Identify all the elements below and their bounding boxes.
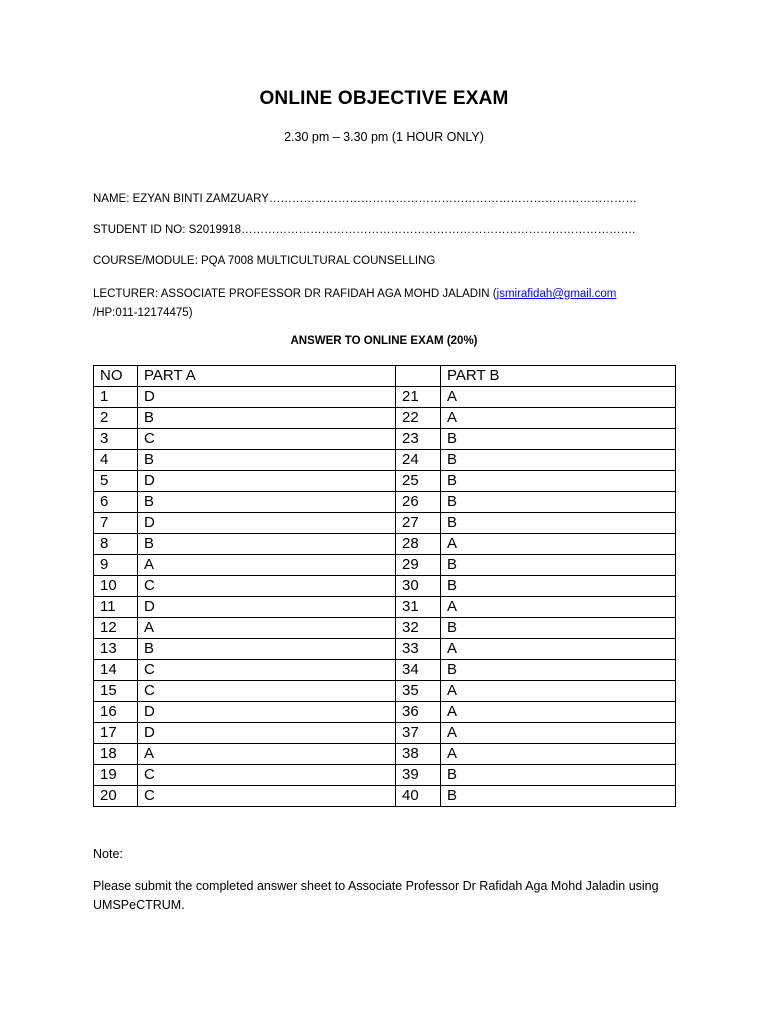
answer-b: B bbox=[441, 450, 676, 471]
question-number-b: 27 bbox=[396, 513, 441, 534]
answer-row bbox=[94, 513, 676, 534]
question-number-a: 9 bbox=[94, 555, 138, 576]
question-number-b: 35 bbox=[396, 681, 441, 702]
question-number-b: 40 bbox=[396, 786, 441, 807]
answer-row bbox=[94, 471, 676, 492]
answer-a: B bbox=[138, 408, 396, 429]
question-number-a: 19 bbox=[94, 765, 138, 786]
answers-heading: ANSWER TO ONLINE EXAM (20%) bbox=[290, 335, 478, 347]
answer-b: A bbox=[441, 597, 676, 618]
answer-b: B bbox=[441, 513, 676, 534]
question-number-a: 1 bbox=[94, 387, 138, 408]
answer-a: A bbox=[138, 555, 396, 576]
answer-a: C bbox=[138, 576, 396, 597]
answer-b: B bbox=[441, 618, 676, 639]
question-number-a: 4 bbox=[94, 450, 138, 471]
question-number-b: 37 bbox=[396, 723, 441, 744]
answer-a: B bbox=[138, 492, 396, 513]
answer-a: D bbox=[138, 702, 396, 723]
question-number-b: 22 bbox=[396, 408, 441, 429]
answer-b: A bbox=[441, 408, 676, 429]
exam-time: 2.30 pm – 3.30 pm (1 HOUR ONLY) bbox=[284, 130, 484, 144]
answer-a: A bbox=[138, 618, 396, 639]
question-number-a: 15 bbox=[94, 681, 138, 702]
answer-b: A bbox=[441, 681, 676, 702]
answer-a: D bbox=[138, 387, 396, 408]
question-number-a: 7 bbox=[94, 513, 138, 534]
lecturer-email-link[interactable]: jsmirafidah@gmail.com bbox=[496, 288, 617, 300]
question-number-a: 14 bbox=[94, 660, 138, 681]
answer-b: B bbox=[441, 492, 676, 513]
answer-row bbox=[94, 408, 676, 429]
question-number-b: 26 bbox=[396, 492, 441, 513]
question-number-b: 29 bbox=[396, 555, 441, 576]
lecturer-line bbox=[93, 285, 683, 323]
course-module-line: COURSE/MODULE: PQA 7008 MULTICULTURAL COUNSELLING bbox=[93, 255, 436, 267]
exam-title: ONLINE OBJECTIVE EXAM bbox=[259, 88, 509, 109]
answer-a: B bbox=[138, 450, 396, 471]
answer-row bbox=[94, 534, 676, 555]
question-number-b: 31 bbox=[396, 597, 441, 618]
answer-b: A bbox=[441, 723, 676, 744]
question-number-a: 17 bbox=[94, 723, 138, 744]
answer-table bbox=[93, 365, 676, 807]
student-name-line: NAME: EZYAN BINTI ZAMZUARY…………………………………………………………………………………… bbox=[93, 193, 637, 205]
answer-a: C bbox=[138, 660, 396, 681]
answer-a: C bbox=[138, 786, 396, 807]
answer-row bbox=[94, 786, 676, 807]
question-number-a: 18 bbox=[94, 744, 138, 765]
question-number-b: 38 bbox=[396, 744, 441, 765]
answer-row bbox=[94, 597, 676, 618]
answer-row bbox=[94, 576, 676, 597]
answer-b: B bbox=[441, 555, 676, 576]
question-number-a: 2 bbox=[94, 408, 138, 429]
question-number-a: 8 bbox=[94, 534, 138, 555]
answer-row bbox=[94, 429, 676, 450]
answer-row bbox=[94, 450, 676, 471]
answer-a: D bbox=[138, 513, 396, 534]
answer-a: C bbox=[138, 681, 396, 702]
answer-b: B bbox=[441, 660, 676, 681]
answer-b: A bbox=[441, 744, 676, 765]
answer-a: D bbox=[138, 723, 396, 744]
lecturer-phone: /HP:011-12174475) bbox=[93, 307, 193, 319]
header-no-b bbox=[396, 366, 441, 387]
answer-row bbox=[94, 681, 676, 702]
answer-b: B bbox=[441, 576, 676, 597]
answer-row bbox=[94, 618, 676, 639]
question-number-a: 20 bbox=[94, 786, 138, 807]
answer-row bbox=[94, 723, 676, 744]
answer-a: A bbox=[138, 744, 396, 765]
question-number-a: 10 bbox=[94, 576, 138, 597]
question-number-b: 32 bbox=[396, 618, 441, 639]
answer-a: D bbox=[138, 597, 396, 618]
question-number-b: 28 bbox=[396, 534, 441, 555]
header-part-b: PART B bbox=[441, 366, 676, 387]
question-number-b: 39 bbox=[396, 765, 441, 786]
answer-b: A bbox=[441, 387, 676, 408]
question-number-b: 24 bbox=[396, 450, 441, 471]
question-number-b: 33 bbox=[396, 639, 441, 660]
question-number-a: 5 bbox=[94, 471, 138, 492]
question-number-b: 30 bbox=[396, 576, 441, 597]
answer-b: B bbox=[441, 765, 676, 786]
answer-row bbox=[94, 555, 676, 576]
answer-a: B bbox=[138, 639, 396, 660]
answer-b: B bbox=[441, 786, 676, 807]
answer-b: A bbox=[441, 639, 676, 660]
question-number-b: 34 bbox=[396, 660, 441, 681]
question-number-b: 21 bbox=[396, 387, 441, 408]
answer-b: B bbox=[441, 471, 676, 492]
lecturer-name: LECTURER: ASSOCIATE PROFESSOR DR RAFIDAH AGA MOHD JALADIN ( bbox=[93, 288, 497, 300]
answer-row bbox=[94, 492, 676, 513]
student-id-line: STUDENT ID NO: S2019918…………………………………………………………………………………………. bbox=[93, 224, 636, 236]
header-no: NO bbox=[94, 366, 138, 387]
question-number-b: 23 bbox=[396, 429, 441, 450]
question-number-b: 36 bbox=[396, 702, 441, 723]
answer-row bbox=[94, 765, 676, 786]
answer-row bbox=[94, 744, 676, 765]
answer-table-header bbox=[94, 366, 676, 387]
question-number-a: 6 bbox=[94, 492, 138, 513]
note-text: Please submit the completed answer sheet to Associate Professor Dr Rafidah Aga Mohd Jaladin using UMSPeCTRUM. bbox=[93, 879, 659, 912]
answer-row bbox=[94, 639, 676, 660]
question-number-b: 25 bbox=[396, 471, 441, 492]
question-number-a: 11 bbox=[94, 597, 138, 618]
answer-a: C bbox=[138, 429, 396, 450]
question-number-a: 13 bbox=[94, 639, 138, 660]
answer-b: B bbox=[441, 429, 676, 450]
note-label: Note: bbox=[93, 847, 123, 861]
answer-a: B bbox=[138, 534, 396, 555]
answer-row bbox=[94, 702, 676, 723]
question-number-a: 16 bbox=[94, 702, 138, 723]
answer-row bbox=[94, 387, 676, 408]
answer-a: C bbox=[138, 765, 396, 786]
answer-b: A bbox=[441, 702, 676, 723]
question-number-a: 3 bbox=[94, 429, 138, 450]
header-part-a: PART A bbox=[138, 366, 396, 387]
answer-a: D bbox=[138, 471, 396, 492]
answer-b: A bbox=[441, 534, 676, 555]
answer-row bbox=[94, 660, 676, 681]
question-number-a: 12 bbox=[94, 618, 138, 639]
